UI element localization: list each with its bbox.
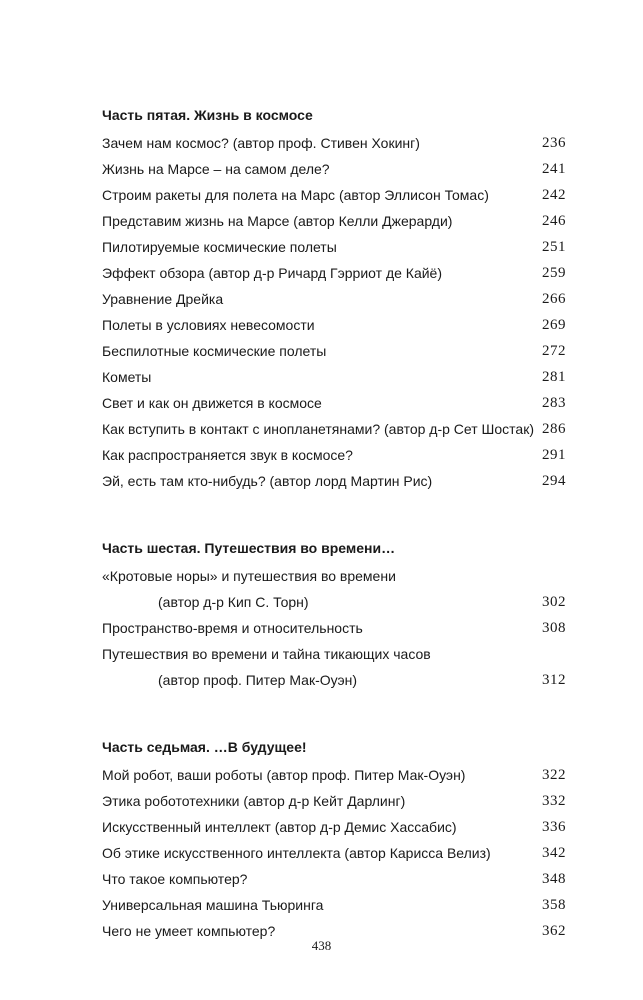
toc-entry — [102, 156, 566, 182]
toc-part — [102, 537, 566, 693]
entry-title: Путешествия во времени и тайна тикающих часов — [102, 646, 431, 662]
entry-page-number: 362 — [542, 923, 566, 939]
toc-entry — [102, 866, 566, 892]
toc-entry — [102, 364, 566, 390]
page-number: 438 — [311, 938, 332, 953]
entry-page-number: 281 — [542, 369, 566, 385]
entry-page-number: 266 — [542, 291, 566, 307]
entry-title: Представим жизнь на Марсе (автор Келли Джерарди) — [102, 213, 453, 229]
entry-title-continuation: (автор проф. Питер Мак-Оуэн) — [158, 672, 358, 688]
entry-title: Эй, есть там кто-нибудь? (автор лорд Мартин Рис) — [102, 473, 433, 489]
entry-title: «Кротовые норы» и путешествия во времени — [102, 568, 396, 584]
entry-title: Мой робот, ваши роботы (автор проф. Питер Мак-Оуэн) — [102, 767, 466, 783]
entry-title: Искусственный интеллект (автор д-р Демис Хассабис) — [102, 819, 457, 835]
toc-entry — [102, 130, 566, 156]
table-of-contents — [102, 104, 566, 944]
toc-part — [102, 736, 566, 944]
entry-page-number: 241 — [542, 161, 566, 177]
entry-page-number: 336 — [542, 819, 566, 835]
entry-page-number: 308 — [542, 620, 566, 636]
entry-page-number: 236 — [542, 135, 566, 151]
toc-entry — [102, 762, 566, 788]
entry-page-number: 332 — [542, 793, 566, 809]
entry-page-number: 286 — [542, 421, 566, 437]
entry-title: Свет и как он движется в космосе — [102, 395, 322, 411]
entry-title: Как вступить в контакт с инопланетянами? (автор д-р Сет Шостак) — [102, 421, 534, 437]
toc-entry — [102, 312, 566, 338]
toc-entry — [102, 563, 566, 615]
entry-title: Полеты в условиях невесомости — [102, 317, 315, 333]
toc-entry — [102, 615, 566, 641]
entry-title: Как распространяется звук в космосе? — [102, 447, 353, 463]
toc-entry — [102, 390, 566, 416]
entry-title: Кометы — [102, 369, 152, 385]
entry-page-number: 251 — [542, 239, 566, 255]
entry-title: Уравнение Дрейка — [102, 291, 224, 307]
entry-title: Эффект обзора (автор д-р Ричард Гэрриот де Кайё) — [102, 265, 442, 281]
entry-title: Об этике искусственного интеллекта (автор Карисса Велиз) — [102, 845, 491, 861]
entry-title: Зачем нам космос? (автор проф. Стивен Хокинг) — [102, 135, 420, 151]
entry-title: Этика робототехники (автор д-р Кейт Дарлинг) — [102, 793, 406, 809]
toc-entry — [102, 442, 566, 468]
toc-entry — [102, 468, 566, 494]
part-title: Часть седьмая. …В будущее! — [102, 739, 307, 755]
toc-entry — [102, 892, 566, 918]
entry-page-number: 342 — [542, 845, 566, 861]
toc-entry — [102, 182, 566, 208]
entry-title: Беспилотные космические полеты — [102, 343, 327, 359]
entry-title: Чего не умеет компьютер? — [102, 923, 276, 939]
part-title: Часть шестая. Путешествия во времени… — [102, 540, 396, 556]
toc-entry — [102, 840, 566, 866]
part-title: Часть пятая. Жизнь в космосе — [102, 107, 313, 123]
entry-title: Что такое компьютер? — [102, 871, 248, 887]
entry-page-number: 302 — [542, 594, 566, 610]
entry-title: Строим ракеты для полета на Марс (автор Эллисон Томас) — [102, 187, 489, 203]
toc-entry — [102, 338, 566, 364]
toc-entry — [102, 641, 566, 693]
toc-entry — [102, 416, 566, 442]
entry-page-number: 283 — [542, 395, 566, 411]
toc-part — [102, 104, 566, 494]
entry-page-number: 358 — [542, 897, 566, 913]
entry-page-number: 294 — [542, 473, 566, 489]
entry-page-number: 322 — [542, 767, 566, 783]
entry-title-continuation: (автор д-р Кип С. Торн) — [158, 594, 309, 610]
toc-entry — [102, 788, 566, 814]
toc-entry — [102, 286, 566, 312]
entry-title: Пространство-время и относительность — [102, 620, 363, 636]
toc-entry — [102, 208, 566, 234]
entry-title: Пилотируемые космические полеты — [102, 239, 337, 255]
entry-page-number: 272 — [542, 343, 566, 359]
entry-page-number: 269 — [542, 317, 566, 333]
toc-entry — [102, 260, 566, 286]
entry-page-number: 291 — [542, 447, 566, 463]
entry-page-number: 312 — [542, 672, 566, 688]
entry-title: Жизнь на Марсе – на самом деле? — [102, 161, 330, 177]
toc-entry — [102, 234, 566, 260]
entry-title: Универсальная машина Тьюринга — [102, 897, 324, 913]
entry-page-number: 242 — [542, 187, 566, 203]
entry-page-number: 348 — [542, 871, 566, 887]
entry-page-number: 259 — [542, 265, 566, 281]
entry-page-number: 246 — [542, 213, 566, 229]
toc-entry — [102, 814, 566, 840]
